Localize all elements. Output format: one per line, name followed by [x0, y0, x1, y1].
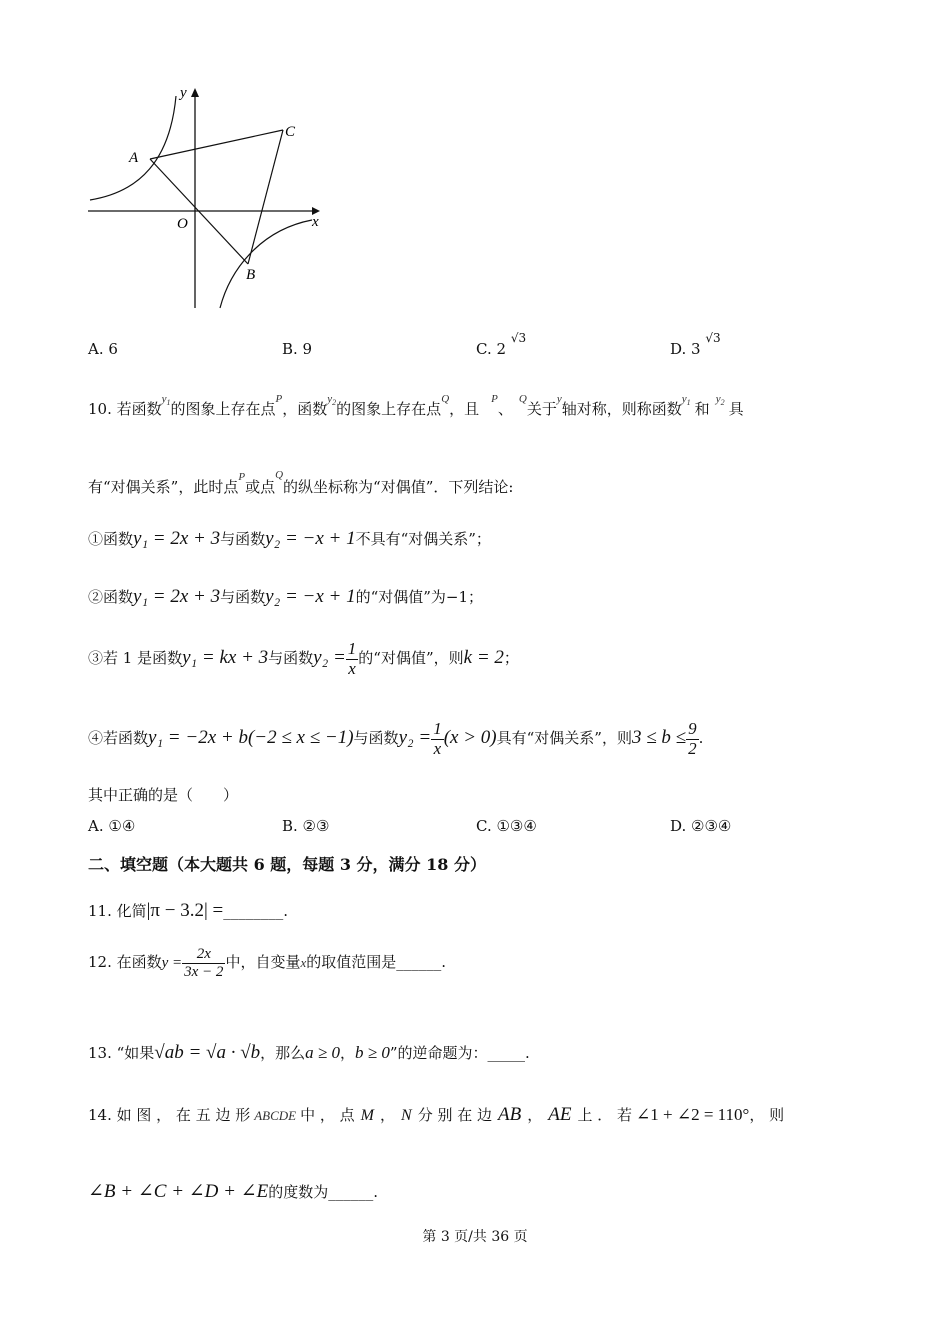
- q11: [88, 900, 288, 922]
- answer-blank: ________.: [223, 902, 289, 920]
- q10-text: 的图象上存在点: [336, 400, 442, 418]
- var-y: y: [556, 393, 562, 405]
- statement-text: 的“对偶值”为−1；: [355, 588, 484, 606]
- statement-text: 不具有“对偶关系”；: [355, 530, 491, 548]
- var-q: Q: [275, 469, 284, 481]
- var-y: y: [327, 393, 333, 405]
- var-q: Q: [518, 393, 527, 405]
- var-p: P: [238, 471, 246, 483]
- formula: y₁ = kx + 3: [182, 647, 269, 669]
- statement-text: 与函数: [353, 729, 399, 748]
- q10-text: 关于: [526, 400, 557, 418]
- formula: √ab = √a · √b: [154, 1042, 261, 1063]
- q14-line2: [88, 1180, 378, 1203]
- q10-option-b: B. ②③: [282, 817, 330, 835]
- fraction-denominator: 2: [688, 738, 697, 758]
- q10-text: 10. 若函数: [88, 400, 162, 418]
- q14-text: ，: [380, 1106, 396, 1124]
- axis-label-y: y: [180, 85, 187, 101]
- formula: y₂ =: [313, 647, 346, 669]
- page-footer: 第 3 页/共 36 页: [422, 1229, 528, 1245]
- statement-text: 与函数: [220, 530, 266, 548]
- statement-text: 的“对偶值”，则: [358, 649, 464, 668]
- statement-text: ；: [503, 649, 519, 668]
- statement-text: ④若函数: [88, 729, 149, 748]
- q13-text: ”的逆命题为：_____.: [389, 1044, 530, 1062]
- q13-text: ，那么: [260, 1044, 306, 1062]
- q14-text: ，: [527, 1106, 543, 1124]
- q12-text: 中，自变量: [225, 953, 301, 971]
- fraction-numerator: 1: [433, 719, 442, 738]
- fraction: [686, 720, 699, 758]
- var-y: y: [161, 393, 167, 405]
- q10-text: 、: [497, 400, 513, 418]
- q10-text: 具: [728, 400, 744, 418]
- q13: [88, 1042, 530, 1064]
- q10-option-c: C. ①③④: [476, 817, 537, 835]
- q10-text: 有“对偶关系”，此时点: [88, 478, 239, 496]
- formula: 3 ≤ b ≤: [631, 727, 687, 749]
- var-x: x: [300, 955, 307, 970]
- var-ae: AE: [548, 1104, 572, 1125]
- fraction: [182, 946, 225, 980]
- q9-option-d-root: √3: [705, 331, 721, 345]
- q10-line2: [88, 469, 514, 497]
- statement-1: [88, 528, 491, 550]
- q14-text: ， 则: [749, 1106, 785, 1124]
- origin-label: O: [177, 216, 188, 232]
- q10-option-a: A. ①④: [88, 817, 136, 835]
- q12-text: 的取值范围是______.: [306, 953, 447, 971]
- statement-text: 具有“对偶关系”，则: [496, 729, 632, 748]
- q9-option-a: A. 6: [88, 340, 118, 358]
- formula: a ≥ 0: [305, 1043, 341, 1062]
- statement-text: ②函数: [88, 588, 134, 606]
- var-p: P: [491, 393, 498, 405]
- var-y: y: [715, 393, 721, 405]
- statement-2: [88, 586, 483, 608]
- q14-text: 分 别 在 边: [417, 1106, 492, 1124]
- var-m: M: [360, 1107, 374, 1124]
- formula: k = 2: [463, 647, 504, 669]
- q10-text: 轴对称，则称函数: [561, 400, 682, 418]
- fraction-numerator: 2x: [182, 946, 225, 964]
- q14-text: 中 ， 点: [300, 1106, 355, 1124]
- statement-text: ③若 1 是函数: [88, 649, 183, 668]
- formula: y₂ =: [398, 727, 432, 749]
- q12: [88, 946, 446, 980]
- formula: |π − 3.2| =: [146, 900, 224, 921]
- point-label-b: B: [246, 267, 256, 283]
- formula: ∠1 + ∠2 = 110°: [636, 1105, 750, 1124]
- q9-option-c: [476, 331, 527, 358]
- fraction: [431, 720, 444, 758]
- statement-text: 与函数: [268, 649, 314, 668]
- subscript: 1: [166, 398, 171, 408]
- statement-text: ①函数: [88, 530, 134, 548]
- q12-text: 12. 在函数: [88, 953, 162, 971]
- q10-question: 其中正确的是（ ）: [88, 786, 239, 804]
- formula: y =: [161, 955, 183, 971]
- q10-text: 的纵坐标称为“对偶值”．下列结论:: [283, 478, 514, 496]
- q10-text: 的图象上存在点: [170, 400, 276, 418]
- q10-text: ，且: [449, 400, 480, 418]
- subscript: 1: [686, 398, 691, 408]
- q9-option-d: [670, 331, 721, 358]
- formula: y₁ = 2x + 3: [133, 586, 221, 607]
- fraction-numerator: 9: [688, 719, 697, 738]
- var-p: P: [275, 393, 283, 405]
- formula: (x > 0): [443, 727, 497, 749]
- q13-text: ，: [340, 1044, 356, 1062]
- q9-option-d-prefix: D. 3: [670, 340, 701, 358]
- var-ab: AB: [498, 1104, 522, 1125]
- var-y: y: [681, 393, 687, 405]
- fraction: [346, 640, 359, 678]
- statement-text: .: [698, 729, 704, 748]
- var-n: N: [401, 1107, 412, 1124]
- point-label-c: C: [285, 124, 296, 140]
- axis-label-x: x: [312, 214, 319, 230]
- statement-3: [88, 640, 519, 678]
- formula: y₁ = 2x + 3: [133, 528, 221, 549]
- section-heading: 二、填空题（本大题共 6 题，每题 3 分，满分 18 分）: [88, 855, 486, 874]
- fraction-denominator: x: [433, 738, 442, 758]
- var-q: Q: [441, 393, 450, 405]
- q14-text: 14. 如 图 ， 在 五 边 形: [88, 1106, 251, 1124]
- fraction-numerator: 1: [347, 639, 357, 658]
- subscript: 2: [332, 398, 337, 408]
- q13-text: 13. “如果: [88, 1044, 155, 1062]
- q14-text: 上 ． 若: [577, 1106, 632, 1124]
- q10-option-d: D. ②③④: [670, 817, 732, 835]
- point-label-a: A: [129, 150, 139, 166]
- q10-text: 和: [694, 400, 710, 418]
- q14-line1: [88, 1104, 784, 1126]
- q10-line1: [88, 393, 744, 419]
- q9-option-c-root: √3: [510, 331, 527, 345]
- formula: y₂ = −x + 1: [265, 528, 356, 549]
- formula: y₁ = −2x + b(−2 ≤ x ≤ −1): [148, 727, 354, 749]
- var-abcde: ABCDE: [254, 1108, 297, 1123]
- q9-option-b: B. 9: [282, 340, 313, 358]
- statement-4: [88, 720, 703, 758]
- formula: ∠B + ∠C + ∠D + ∠E: [88, 1181, 269, 1202]
- fraction-denominator: 3x − 2: [184, 963, 224, 980]
- statement-text: 与函数: [220, 588, 266, 606]
- subscript: 2: [720, 398, 725, 408]
- q10-text: 或点: [245, 478, 276, 496]
- fraction-denominator: x: [348, 658, 356, 678]
- q14-text: 的度数为______.: [268, 1183, 379, 1201]
- q9-option-c-prefix: C. 2: [476, 340, 507, 358]
- q10-text: ，函数: [282, 400, 328, 418]
- formula: y₂ = −x + 1: [265, 586, 356, 607]
- formula: b ≥ 0: [355, 1043, 390, 1062]
- graph-figure: [80, 80, 340, 320]
- q11-text: 11. 化简: [88, 902, 147, 920]
